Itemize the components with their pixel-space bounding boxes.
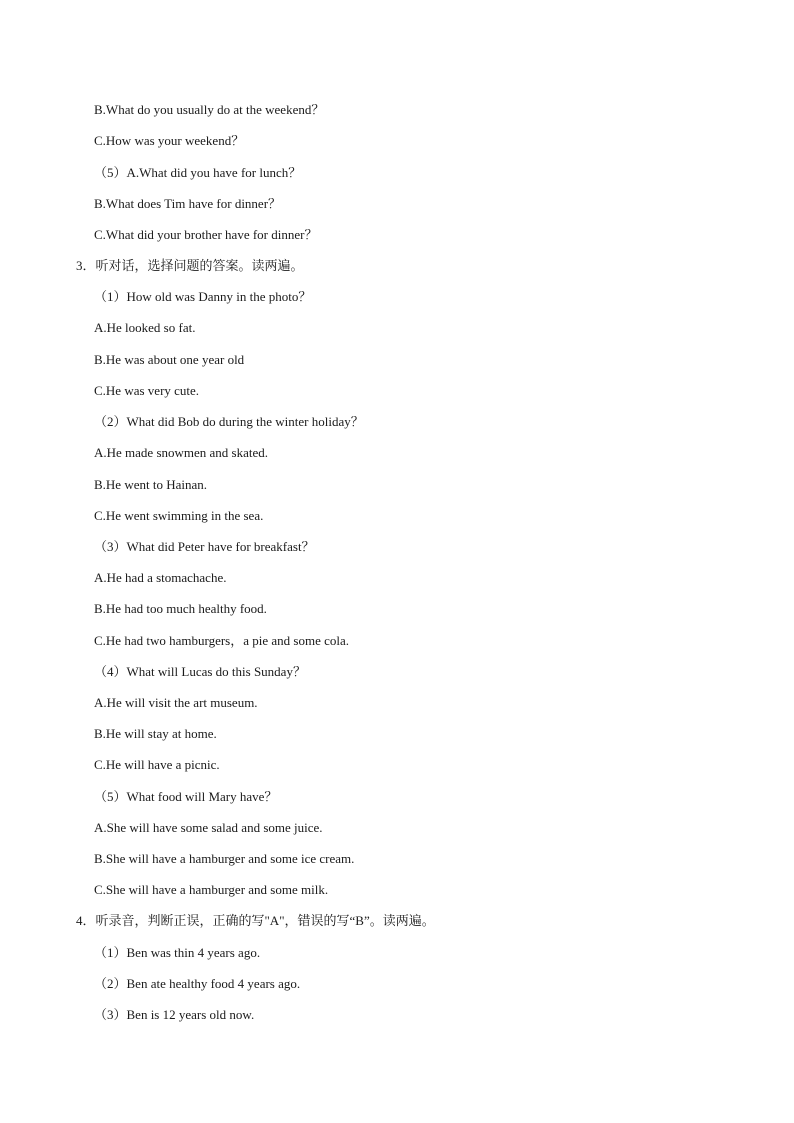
question-5-option-c: C.What did your brother have for dinner？ (94, 227, 318, 242)
s4-item-1: （1）Ben was thin 4 years ago. (94, 945, 261, 960)
question-5-option-b: B.What does Tim have for dinner？ (94, 196, 282, 211)
s3-q5-option-c: C.She will have a hamburger and some milk. (94, 882, 329, 897)
s3-question-2: （2）What did Bob do during the winter holiday？ (94, 414, 364, 429)
s3-q1-option-a: A.He looked so fat. (94, 320, 196, 335)
section-4-heading: 4．听录音，判断正误，正确的写"A"，错误的写“B”。读两遍。 (76, 913, 435, 928)
s3-q3-option-c: C.He had two hamburgers，a pie and some cola. (94, 633, 349, 648)
s3-question-5: （5）What food will Mary have？ (94, 789, 278, 804)
s3-q4-option-b: B.He will stay at home. (94, 726, 217, 741)
option-b: B.What do you usually do at the weekend？ (94, 102, 325, 117)
s3-question-3: （3）What did Peter have for breakfast？ (94, 539, 315, 554)
s3-q4-option-a: A.He will visit the art museum. (94, 695, 258, 710)
s3-q1-option-b: B.He was about one year old (94, 352, 245, 367)
s3-question-4: （4）What will Lucas do this Sunday？ (94, 664, 306, 679)
s3-q1-option-c: C.He was very cute. (94, 383, 200, 398)
s3-q5-option-b: B.She will have a hamburger and some ice cream. (94, 851, 355, 866)
question-5-option-a: （5）A.What did you have for lunch？ (94, 165, 302, 180)
s4-item-2: （2）Ben ate healthy food 4 years ago. (94, 976, 301, 991)
s3-q5-option-a: A.She will have some salad and some juice. (94, 820, 323, 835)
option-c: C.How was your weekend？ (94, 133, 245, 148)
s3-question-1: （1）How old was Danny in the photo？ (94, 289, 312, 304)
s3-q3-option-b: B.He had too much healthy food. (94, 601, 267, 616)
s4-item-3: （3）Ben is 12 years old now. (94, 1007, 255, 1022)
s3-q2-option-c: C.He went swimming in the sea. (94, 508, 264, 523)
s3-q3-option-a: A.He had a stomachache. (94, 570, 227, 585)
s3-q2-option-b: B.He went to Hainan. (94, 477, 208, 492)
s3-q2-option-a: A.He made snowmen and skated. (94, 445, 269, 460)
section-3-heading: 3．听对话，选择问题的答案。读两遍。 (76, 258, 304, 273)
s3-q4-option-c: C.He will have a picnic. (94, 757, 220, 772)
